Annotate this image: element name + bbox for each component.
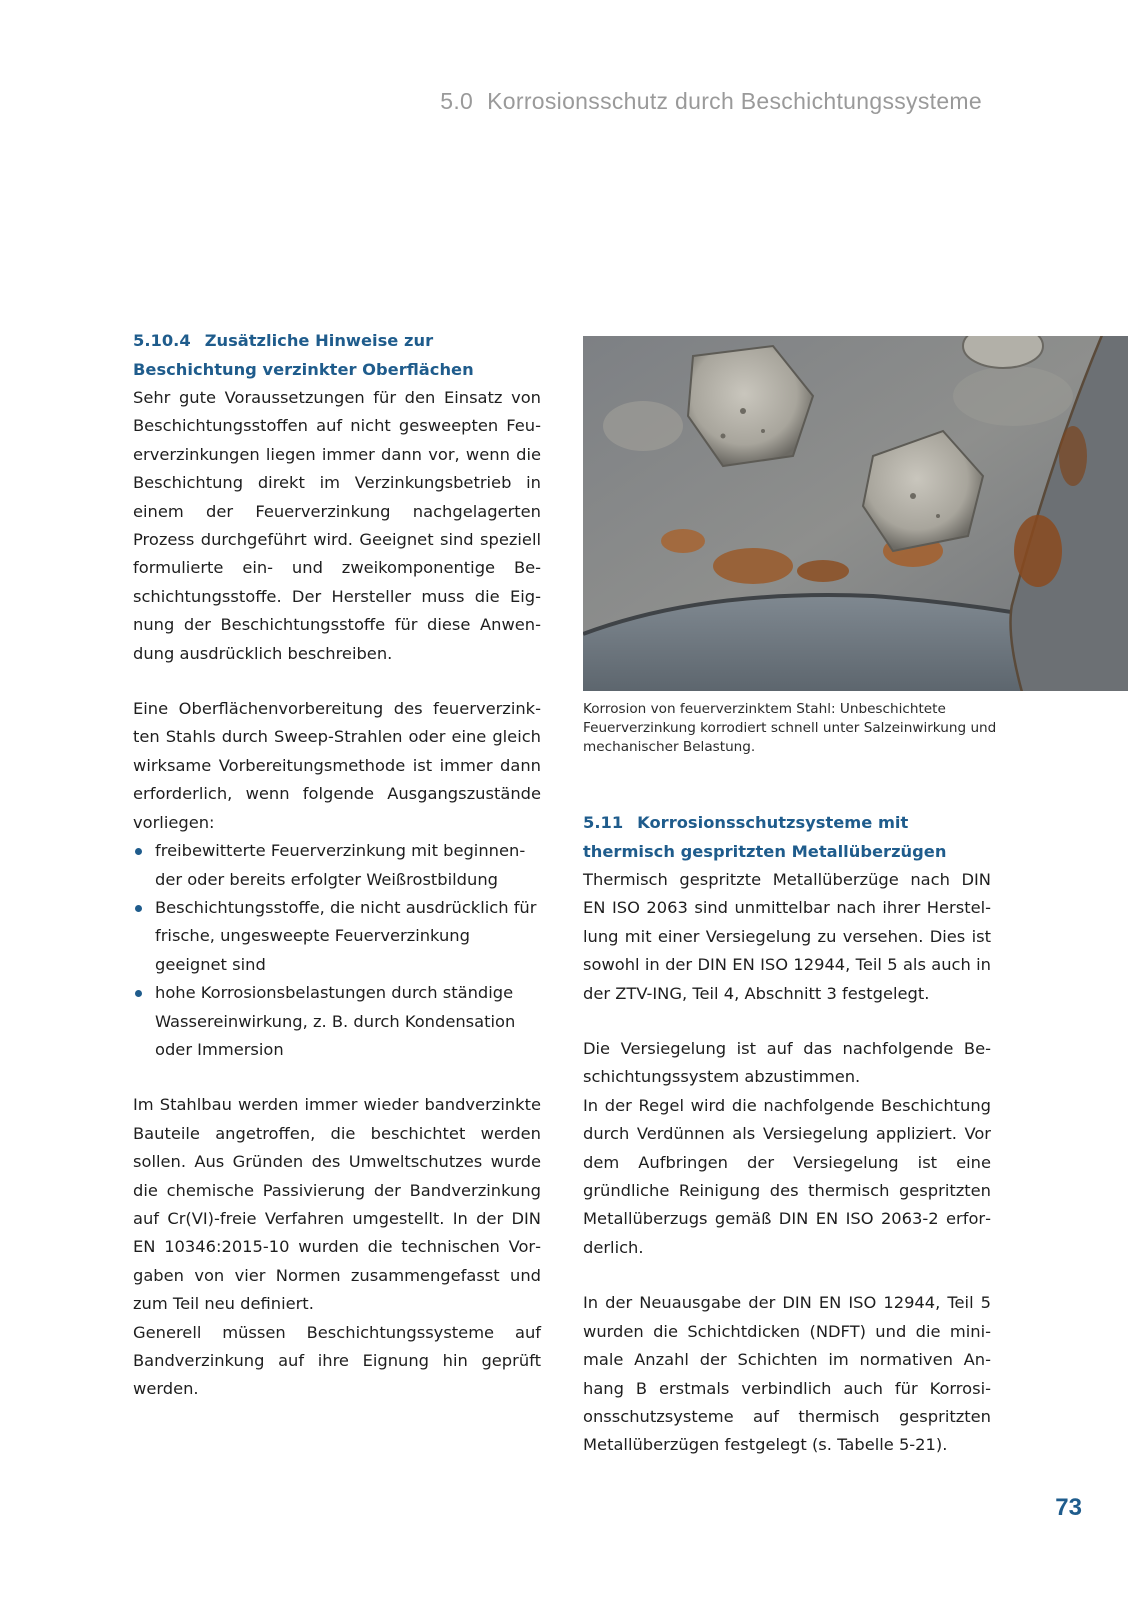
paragraph: Sehr gute Voraussetzungen für den Einsatz von Beschichtungsstoffen auf nicht gesweepten Feuerverzinkungen liegen immer dann vor, wenn die Beschichtung direkt im Verzinkungsbetrieb in einem der Feuerverzinkung nachgelagerten Prozess durchgeführt wird. Geeignet sind speziell formulierte ein- und zweikomponentige Beschichtungsstoffe. Der Hersteller muss die Eignung der Beschichtungsstoffe für diese Anwendung ausdrücklich beschreiben.	[133, 388, 541, 663]
paragraph: Thermisch gespritzte Metallüberzüge nach DIN EN ISO 2063 sind unmittelbar nach ihrer Herstellung mit einer Versiegelung zu versehen. Dies ist sowohl in der DIN EN ISO 12944, Teil 5 als auch in der ZTV-ING, Teil 4, Abschnitt 3 festgelegt.	[583, 870, 991, 1003]
section-heading-5-11	[583, 808, 991, 866]
list-item: hohe Korrosionsbelastungen durch ständige Wassereinwirkung, z. B. durch Kondensation oder Immersion	[133, 979, 541, 1064]
corrosion-photo	[583, 336, 1128, 691]
section-title-line1: Korrosionsschutzsysteme mit	[637, 813, 909, 832]
chapter-title: Korrosionsschutz durch Beschichtungssysteme	[487, 88, 982, 114]
paragraph: In der Neuausgabe der DIN EN ISO 12944, Teil 5 wurden die Schichtdicken (NDFT) und die minimale Anzahl der Schichten im normativen Anhang B erstmals verbindlich auch für Korrosionsschutzsysteme auf thermisch gespritzten Metallüberzügen festgelegt (s. Tabelle 5-21).	[583, 1293, 991, 1455]
paragraph: Im Stahlbau werden immer wieder bandverzinkte Bauteile angetroffen, die beschichtet werden sollen. Aus Gründen des Umweltschutzes wurde die chemische Passivierung der Bandverzinkung auf Cr(VI)-freie Verfahren umgestellt. In der DIN EN 10346:2015-10 wurden die technischen Vorgaben von vier Normen zusammengefasst und zum Teil neu definiert.	[133, 1095, 541, 1314]
paragraph: Eine Oberflächenvorbereitung des feuerverzinkten Stahls durch Sweep-Strahlen oder eine gleich wirksame Vorbereitungsmethode ist immer dann erforderlich, wenn folgende Ausgangszustände vorliegen:	[133, 699, 541, 832]
list-item: Beschichtungsstoffe, die nicht ausdrücklich für frische, ungesweepte Feuerverzinkung geeignet sind	[133, 894, 541, 979]
section-number: 5.10.4	[133, 331, 191, 350]
paragraph: In der Regel wird die nachfolgende Beschichtung durch Verdünnen als Versiegelung appliziert. Vor dem Aufbringen der Versiegelung ist eine gründliche Reinigung des thermisch gespritzten Metallüberzugs gemäß DIN EN ISO 2063-2 erforderlich.	[583, 1095, 991, 1257]
section-title-line1: Zusätzliche Hinweise zur	[204, 331, 434, 350]
section-heading-5-10-4	[133, 326, 541, 384]
page-number: 73	[1055, 1494, 1082, 1521]
bullet-icon	[135, 905, 142, 912]
section-number: 5.11	[583, 813, 624, 832]
bullet-icon	[135, 848, 142, 855]
list-item: freibewitterte Feuerverzinkung mit beginnender oder bereits erfolgter Weißrostbildung	[133, 837, 541, 894]
chapter-header	[440, 88, 982, 115]
section-title-line2: thermisch gespritzten Metallüberzügen	[583, 842, 947, 861]
right-column	[583, 808, 991, 1460]
bullet-list	[133, 837, 541, 1064]
paragraph: Die Versiegelung ist auf das nachfolgende Beschichtungssystem abzustimmen.	[583, 1039, 991, 1087]
paragraph: Generell müssen Beschichtungssysteme auf Bandverzinkung auf ihre Eignung hin geprüft werden.	[133, 1322, 541, 1399]
section-title-line2: Beschichtung verzinkter Oberflächen	[133, 360, 474, 379]
bullet-icon	[135, 990, 142, 997]
left-column	[133, 326, 541, 1404]
figure-caption: Korrosion von feuerverzinktem Stahl: Unbeschichtete Feuerverzinkung korrodiert schnell unter Salzeinwirkung und mechanischer Belastung.	[583, 701, 997, 755]
chapter-number: 5.0	[440, 88, 474, 114]
